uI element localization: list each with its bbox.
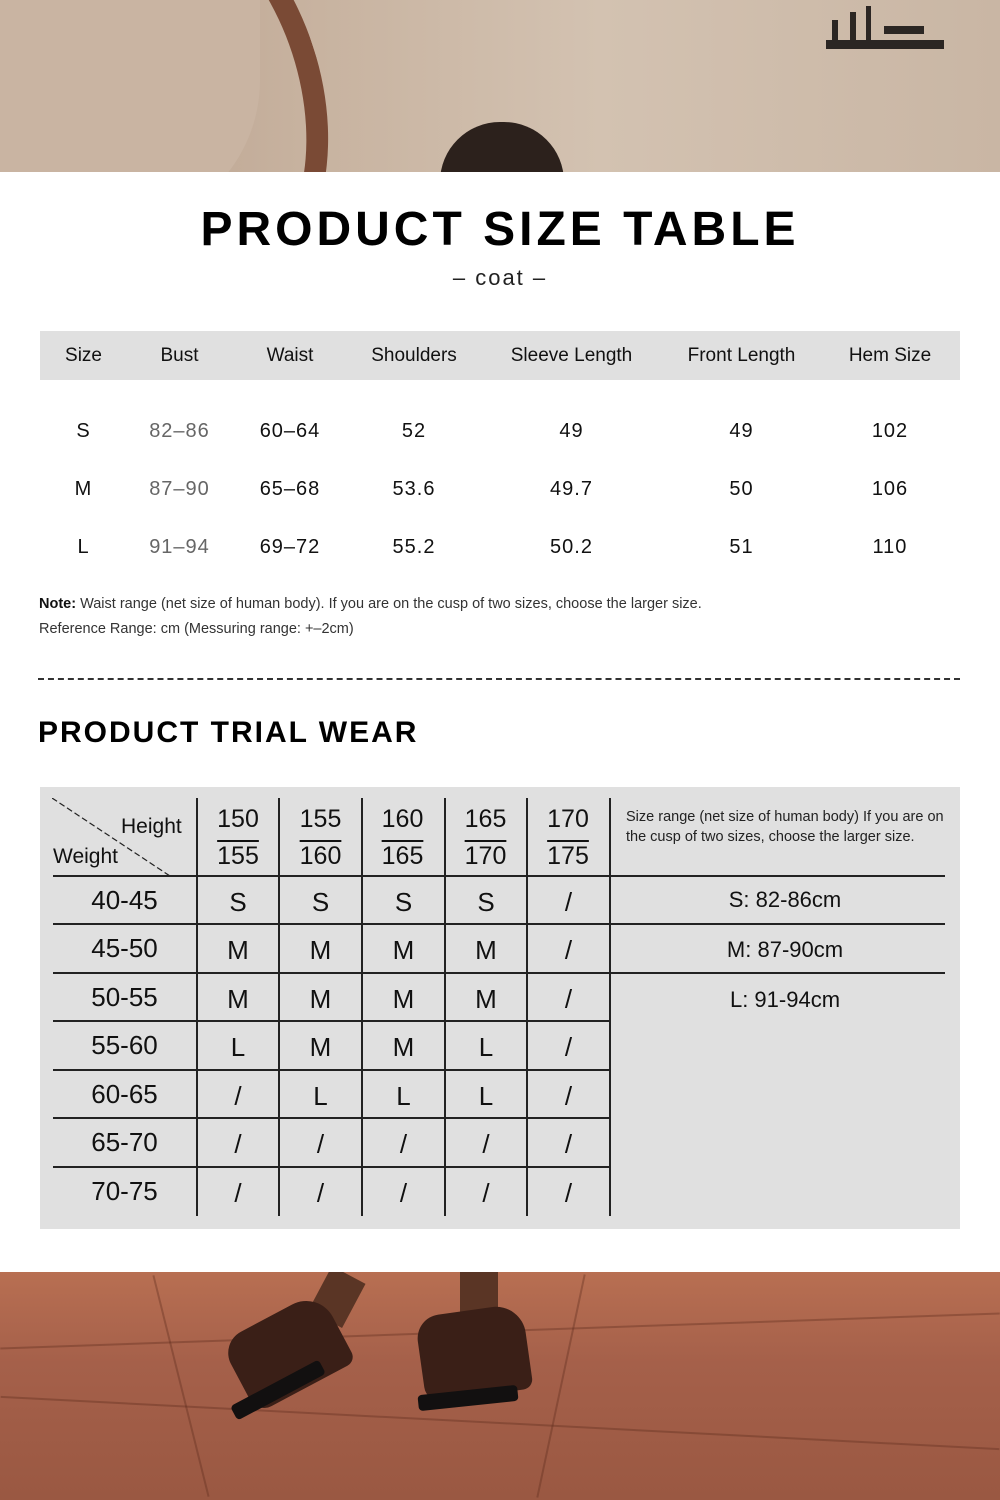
trial-size-cell: / bbox=[482, 1129, 490, 1159]
trial-size-cell: M bbox=[227, 984, 249, 1014]
height-header: 155 160 bbox=[299, 805, 342, 870]
height-header: 165 170 bbox=[464, 805, 507, 870]
height-header: 150 155 bbox=[217, 805, 259, 870]
table-row bbox=[40, 402, 960, 460]
weight-label: 55-60 bbox=[91, 1030, 158, 1060]
cell-shoulders: 52 bbox=[401, 419, 427, 442]
height-axis-label: Height bbox=[121, 815, 182, 838]
trial-size-cell: S bbox=[311, 887, 330, 917]
size-table-header bbox=[40, 331, 960, 380]
arch-frame bbox=[0, 0, 378, 172]
trial-size-cell: / bbox=[316, 1129, 325, 1159]
trial-size-cell: / bbox=[564, 1178, 573, 1208]
trial-size-cell: L bbox=[313, 1081, 328, 1111]
cell-front-length: 49 bbox=[729, 419, 754, 442]
trial-size-cell: M bbox=[475, 935, 497, 965]
trial-size-cell: / bbox=[564, 1081, 573, 1111]
height-header: 160 165 bbox=[381, 805, 424, 870]
cell-size: S bbox=[76, 419, 91, 442]
trial-size-cell: / bbox=[399, 1129, 408, 1159]
cell-hem-size: 102 bbox=[871, 419, 909, 442]
column-header: Bust bbox=[127, 331, 232, 380]
column-header: Hem Size bbox=[820, 331, 960, 380]
model-head bbox=[440, 122, 564, 172]
trial-size-cell: M bbox=[227, 935, 249, 965]
weight-axis-label: Weight bbox=[53, 845, 118, 868]
trial-size-cell: M bbox=[475, 984, 497, 1014]
cell-sleeve-length: 49.7 bbox=[550, 477, 593, 500]
trial-size-cell: / bbox=[234, 1178, 242, 1208]
trial-size-cell: L bbox=[230, 1032, 246, 1062]
column-header: Size bbox=[40, 331, 127, 380]
weight-label: 50-55 bbox=[91, 982, 158, 1012]
column-header: Shoulders bbox=[348, 331, 480, 380]
trial-size-cell: / bbox=[564, 887, 573, 917]
weight-label: 60-65 bbox=[91, 1079, 158, 1109]
cell-shoulders: 55.2 bbox=[392, 535, 436, 558]
trial-wear-title: PRODUCT TRIAL WEAR bbox=[38, 716, 419, 749]
note-text: Waist range (net size of human body). If you are on the cusp of two sizes, choose the larger size. bbox=[76, 596, 702, 612]
table-row bbox=[40, 518, 960, 576]
cell-waist: 60–64 bbox=[259, 419, 321, 442]
page-subtitle: – coat – bbox=[452, 265, 548, 290]
section-divider bbox=[38, 678, 960, 680]
trial-size-cell: / bbox=[399, 1178, 408, 1208]
trial-size-cell: S bbox=[477, 887, 495, 917]
trial-size-cell: S bbox=[394, 887, 413, 917]
column-header: Front Length bbox=[663, 331, 820, 380]
trial-size-cell: / bbox=[234, 1129, 242, 1159]
cell-size: M bbox=[74, 477, 93, 500]
cell-bust: 82–86 bbox=[149, 419, 210, 442]
trial-size-cell: M bbox=[309, 1032, 332, 1062]
trial-size-cell: M bbox=[392, 935, 415, 965]
cell-waist: 69–72 bbox=[259, 535, 321, 558]
trial-size-cell: M bbox=[309, 935, 332, 965]
weight-label: 65-70 bbox=[91, 1127, 158, 1157]
weight-label: 40-45 bbox=[91, 885, 158, 915]
note-label: Note: bbox=[39, 596, 77, 612]
cell-bust: 91–94 bbox=[149, 535, 210, 558]
top-photo bbox=[0, 0, 1000, 172]
height-header: 170 175 bbox=[547, 805, 589, 870]
table-row bbox=[40, 460, 960, 518]
trial-size-cell: L bbox=[478, 1032, 494, 1062]
cell-bust: 87–90 bbox=[149, 477, 210, 500]
trial-size-cell: / bbox=[564, 984, 573, 1014]
trial-size-cell: L bbox=[478, 1081, 494, 1111]
size-range-m: M: 87-90cm bbox=[726, 937, 844, 962]
cell-shoulders: 53.6 bbox=[392, 477, 436, 500]
trial-size-cell: S bbox=[229, 887, 247, 917]
size-note bbox=[39, 596, 702, 612]
cell-front-length: 51 bbox=[729, 535, 754, 558]
size-range-s: S: 82-86cm bbox=[728, 887, 842, 912]
trial-size-cell: / bbox=[564, 1032, 573, 1062]
cell-sleeve-length: 49 bbox=[559, 419, 584, 442]
cell-sleeve-length: 50.2 bbox=[550, 535, 593, 558]
column-header: Sleeve Length bbox=[480, 331, 663, 380]
size-table bbox=[40, 331, 960, 576]
trial-size-cell: / bbox=[482, 1178, 490, 1208]
wall-shelf bbox=[826, 6, 946, 58]
bottom-photo bbox=[0, 1272, 1000, 1500]
trial-size-cell: M bbox=[392, 984, 415, 1014]
trial-size-cell: M bbox=[392, 1032, 415, 1062]
size-range-l: L: 91-94cm bbox=[729, 987, 841, 1012]
column-header: Waist bbox=[232, 331, 348, 380]
page-title: PRODUCT SIZE TABLE bbox=[200, 203, 800, 256]
trial-wear-note: Size range (net size of human body) If you are on the cusp of two sizes, choose the larger size. bbox=[626, 809, 944, 845]
trial-size-cell: L bbox=[396, 1081, 411, 1111]
trial-size-cell: / bbox=[564, 1129, 573, 1159]
trial-size-cell: / bbox=[564, 935, 573, 965]
cell-front-length: 50 bbox=[729, 477, 754, 500]
reference-range: Reference Range: cm (Messuring range: +–2cm) bbox=[39, 621, 354, 637]
trial-size-cell: / bbox=[234, 1081, 242, 1111]
trial-size-cell: M bbox=[309, 984, 332, 1014]
cell-hem-size: 110 bbox=[872, 535, 908, 558]
cell-waist: 65–68 bbox=[259, 477, 321, 500]
weight-label: 45-50 bbox=[91, 933, 158, 963]
cell-hem-size: 106 bbox=[871, 477, 909, 500]
cell-size: L bbox=[77, 535, 90, 558]
trial-size-cell: / bbox=[316, 1178, 325, 1208]
weight-label: 70-75 bbox=[91, 1176, 158, 1206]
